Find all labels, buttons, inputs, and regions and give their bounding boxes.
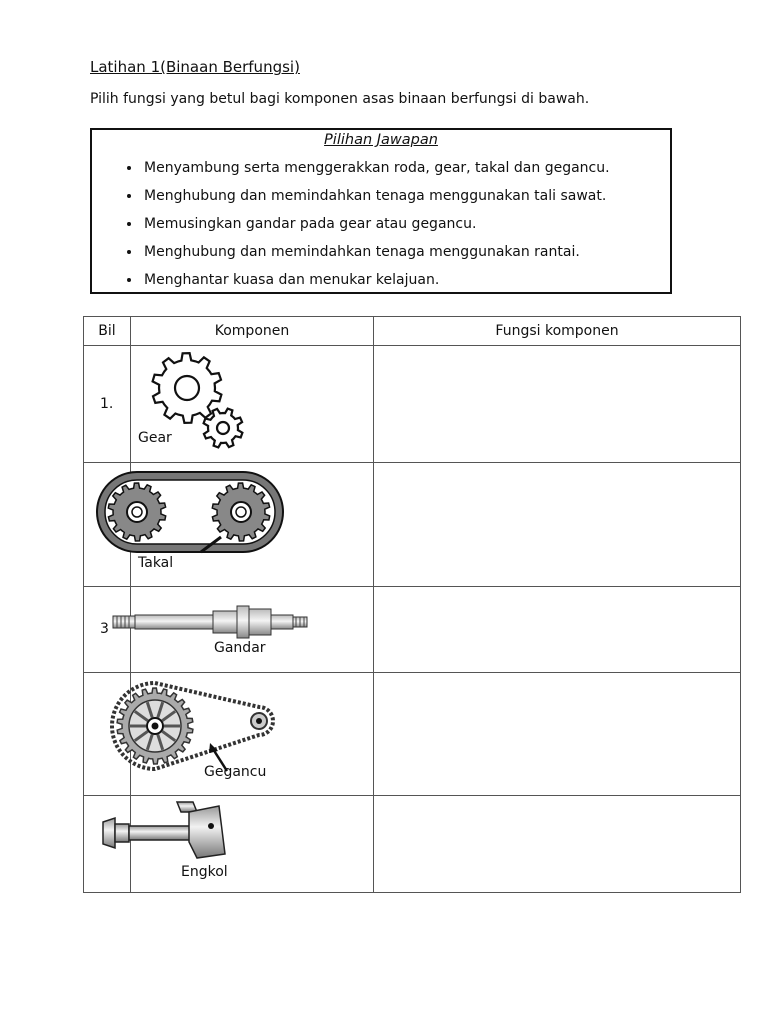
component-cell (131, 463, 374, 587)
answer-choices-list (92, 154, 670, 294)
function-answer-cell[interactable] (374, 673, 741, 796)
bil-cell (84, 346, 131, 463)
answer-choice: • Menghubung dan memindahkan tenaga menggunakan tali sawat. (142, 182, 670, 210)
pulley-illustration (93, 469, 288, 559)
component-cell (131, 673, 374, 796)
component-cell (131, 587, 374, 673)
header-komponen: Komponen (131, 317, 374, 346)
function-answer-cell[interactable] (374, 796, 741, 893)
table-row (84, 346, 741, 463)
answer-choice: • Menyambung serta menggerakkan roda, gear, takal dan gegancu. (142, 154, 670, 182)
table-row (84, 463, 741, 587)
answer-choice: • Menghubung dan memindahkan tenaga menggunakan rantai. (142, 238, 670, 266)
component-name: Takal (138, 555, 174, 571)
page-title: Latihan 1(Binaan Berfungsi) (90, 58, 300, 76)
component-name: Gegancu (204, 764, 267, 780)
answer-choices-box (90, 128, 672, 294)
sprocket-illustration (109, 681, 277, 777)
function-answer-cell[interactable] (374, 346, 741, 463)
table-header-row (84, 317, 741, 346)
component-cell (131, 796, 374, 893)
component-name: Engkol (181, 864, 228, 880)
header-bil: Bil (84, 317, 131, 346)
crank-illustration (101, 800, 231, 864)
row-number: 1. (100, 396, 114, 412)
header-fungsi: Fungsi komponen (374, 317, 741, 346)
function-answer-cell[interactable] (374, 463, 741, 587)
table-row (84, 587, 741, 673)
instruction-text: Pilih fungsi yang betul bagi komponen asas binaan berfungsi di bawah. (90, 91, 590, 107)
function-answer-cell[interactable] (374, 587, 741, 673)
table-row (84, 673, 741, 796)
component-table (83, 316, 741, 893)
row-number: 3 (100, 621, 109, 637)
component-cell (131, 346, 374, 463)
axle-illustration (109, 605, 311, 641)
answer-choice: • Memusingkan gandar pada gear atau gegancu. (142, 210, 670, 238)
table-row (84, 796, 741, 893)
component-name: Gear (138, 430, 172, 446)
answer-choice: • Menghantar kuasa dan menukar kelajuan. (142, 266, 670, 294)
component-name: Gandar (214, 640, 266, 656)
answer-choices-heading: Pilihan Jawapan (324, 132, 438, 148)
